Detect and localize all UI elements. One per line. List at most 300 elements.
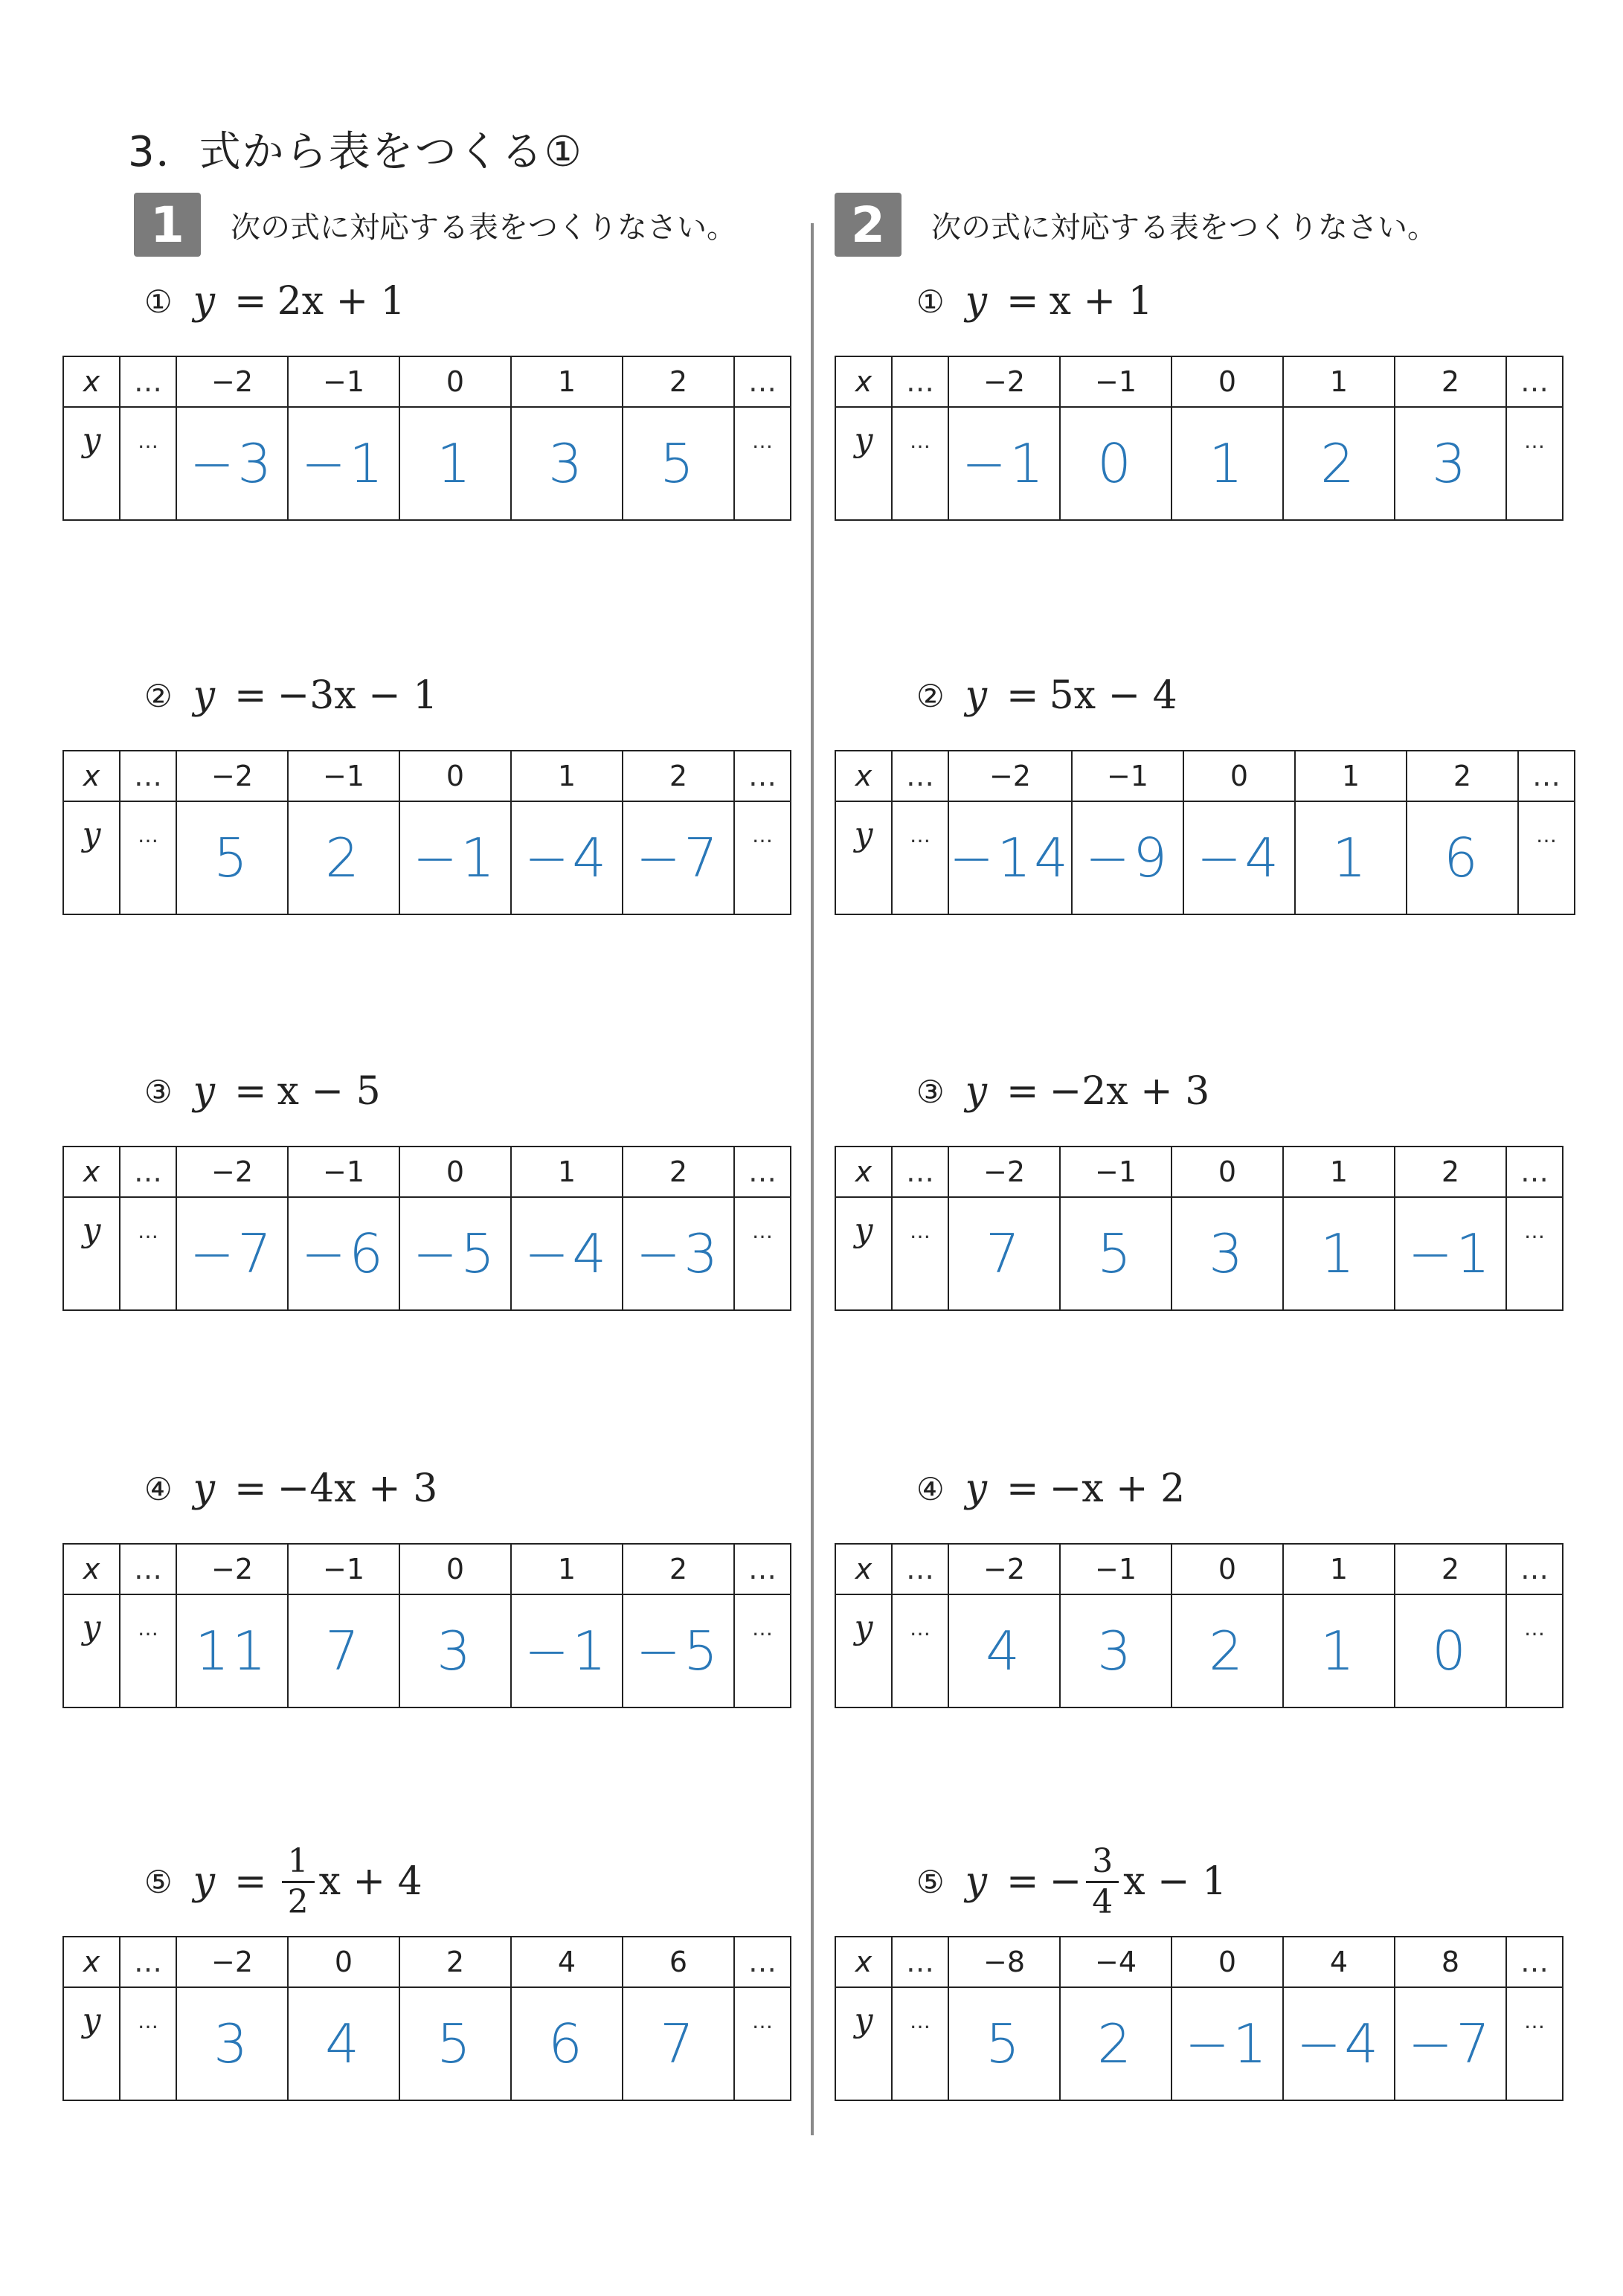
y-answer-cell[interactable] (1407, 801, 1518, 914)
y-answer-cell[interactable] (511, 1594, 623, 1707)
x-value-cell: −2 (948, 1147, 1060, 1197)
fraction-numerator: 1 (282, 1845, 315, 1883)
value-table (835, 1543, 1563, 1708)
x-value-cell: 2 (399, 1937, 511, 1987)
ellipsis-cell: … (892, 801, 948, 914)
handwritten-answer: −6 (301, 1222, 387, 1285)
ellipsis-cell: … (892, 1147, 948, 1197)
ellipsis-cell: … (892, 1937, 948, 1987)
x-value-cell: 2 (623, 751, 734, 801)
y-row (63, 1987, 791, 2100)
ellipsis-cell: … (892, 751, 948, 801)
x-row (63, 1937, 791, 1987)
value-table (62, 1936, 791, 2101)
equation-rhs: −3x − 1 (277, 673, 438, 718)
handwritten-answer: −3 (635, 1222, 721, 1285)
equation-rhs: 2x + 1 (277, 279, 405, 324)
handwritten-answer: −1 (301, 432, 387, 495)
equation-rhs: x − 5 (277, 1069, 381, 1114)
handwritten-answer: −5 (635, 1620, 721, 1682)
x-value-cell: −2 (176, 1937, 288, 1987)
equals-sign: = (1006, 1069, 1039, 1114)
y-answer-cell[interactable] (288, 1987, 399, 2100)
y-answer-cell[interactable] (1395, 1987, 1506, 2100)
worksheet-title: 3．式から表をつくる① (128, 128, 583, 176)
equals-sign: = (234, 1466, 267, 1511)
handwritten-answer: −3 (189, 432, 275, 495)
y-answer-cell[interactable] (288, 801, 399, 914)
equals-sign: = (234, 1859, 267, 1904)
value-table (835, 356, 1563, 521)
ellipsis-cell: … (1506, 1197, 1563, 1310)
fraction (282, 1841, 315, 1921)
y-answer-cell[interactable] (1183, 801, 1295, 914)
ellipsis-cell: … (1506, 1937, 1563, 1987)
fraction-denominator: 2 (287, 1882, 309, 1921)
x-value-cell: 2 (1395, 1544, 1506, 1594)
fraction-numerator: 3 (1086, 1845, 1119, 1883)
handwritten-answer: −4 (524, 827, 610, 889)
x-row (63, 1147, 791, 1197)
handwritten-answer: 6 (548, 2013, 585, 2075)
x-label-cell: x (835, 1147, 892, 1197)
equation-lhs: y (965, 279, 988, 324)
ellipsis-cell: … (734, 407, 791, 520)
x-value-cell: −2 (176, 356, 288, 407)
x-value-cell: −1 (288, 1544, 399, 1594)
x-value-cell: 0 (1172, 1937, 1283, 1987)
handwritten-answer: −1 (412, 827, 498, 889)
handwritten-answer: 3 (213, 2013, 251, 2075)
equation (916, 655, 1177, 737)
handwritten-answer: −7 (635, 827, 721, 889)
ellipsis-cell: … (1506, 356, 1563, 407)
equation-lhs: y (965, 1859, 988, 1904)
fraction (1086, 1841, 1119, 1921)
handwritten-answer: 2 (325, 827, 362, 889)
handwritten-answer: −5 (412, 1222, 498, 1285)
handwritten-answer: 0 (1097, 432, 1134, 495)
y-label-cell: y (63, 801, 120, 914)
equation (144, 1051, 381, 1132)
equation-lhs: y (193, 1859, 216, 1904)
x-value-cell: −4 (1060, 1937, 1172, 1987)
y-answer-cell[interactable] (1060, 1987, 1172, 2100)
handwritten-answer: 7 (660, 2013, 697, 2075)
y-answer-cell[interactable] (623, 1987, 734, 2100)
y-answer-cell[interactable] (399, 1197, 511, 1310)
y-answer-cell[interactable] (176, 1594, 288, 1707)
ellipsis-cell: … (892, 1594, 948, 1707)
handwritten-answer: 5 (660, 432, 697, 495)
equation (916, 260, 1153, 342)
x-value-cell: 0 (1172, 1147, 1283, 1197)
equation-rhs: −4x + 3 (277, 1466, 438, 1511)
x-row (835, 1937, 1563, 1987)
y-answer-cell[interactable] (399, 1594, 511, 1707)
x-value-cell: −1 (288, 1147, 399, 1197)
y-answer-cell[interactable] (1172, 1987, 1283, 2100)
equation (144, 260, 405, 342)
equals-sign: = (234, 1069, 267, 1114)
equation-rhs: − (1049, 1859, 1082, 1904)
x-label-cell: x (835, 356, 892, 407)
equation (916, 1841, 1227, 1923)
y-answer-cell[interactable] (1060, 1594, 1172, 1707)
x-label-cell: x (835, 1937, 892, 1987)
y-answer-cell[interactable] (948, 1987, 1060, 2100)
y-answer-cell[interactable] (288, 1197, 399, 1310)
x-value-cell: 0 (399, 751, 511, 801)
value-table (62, 1543, 791, 1708)
y-row (835, 1987, 1563, 2100)
equation (916, 1448, 1185, 1530)
y-answer-cell[interactable] (623, 801, 734, 914)
ellipsis-cell: … (1506, 1544, 1563, 1594)
handwritten-answer: −7 (189, 1222, 275, 1285)
handwritten-answer: 1 (437, 432, 474, 495)
y-answer-cell[interactable] (1283, 1197, 1395, 1310)
ellipsis-cell: … (734, 1544, 791, 1594)
handwritten-answer: 1 (1320, 1620, 1357, 1682)
handwritten-answer: 4 (986, 1620, 1023, 1682)
ellipsis-cell: … (120, 751, 176, 801)
equals-sign: = (1006, 673, 1039, 718)
equation-lhs: y (965, 1069, 988, 1114)
equation-lhs: y (193, 673, 216, 718)
handwritten-answer: 3 (1209, 1222, 1246, 1285)
y-label-cell: y (63, 1197, 120, 1310)
y-answer-cell[interactable] (288, 1594, 399, 1707)
equation-rhs: 5x − 4 (1049, 673, 1177, 718)
handwritten-answer: 0 (1432, 1620, 1469, 1682)
y-answer-cell[interactable] (948, 1197, 1060, 1310)
y-answer-cell[interactable] (1395, 1594, 1506, 1707)
ellipsis-cell: … (734, 356, 791, 407)
equation-rhs-tail: x + 4 (318, 1859, 422, 1904)
ellipsis-cell: … (120, 1987, 176, 2100)
ellipsis-cell: … (892, 1544, 948, 1594)
y-answer-cell[interactable] (623, 1197, 734, 1310)
instruction-text: 次の式に対応する表をつくりなさい。 (931, 210, 1437, 245)
y-answer-cell[interactable] (1060, 1197, 1172, 1310)
handwritten-answer: −1 (1407, 1222, 1494, 1285)
handwritten-answer: 5 (1097, 1222, 1134, 1285)
x-row (63, 1544, 791, 1594)
y-label-cell: y (835, 407, 892, 520)
handwritten-answer: −4 (524, 1222, 610, 1285)
y-row (835, 801, 1575, 914)
x-value-cell: −1 (288, 356, 399, 407)
equation (916, 1051, 1209, 1132)
value-table (62, 750, 791, 915)
x-value-cell: 1 (511, 356, 623, 407)
x-value-cell: 2 (1395, 356, 1506, 407)
y-answer-cell[interactable] (511, 1987, 623, 2100)
x-value-cell: 4 (511, 1937, 623, 1987)
x-row (835, 1147, 1563, 1197)
y-answer-cell[interactable] (623, 1594, 734, 1707)
ellipsis-cell: … (1506, 1594, 1563, 1707)
y-answer-cell[interactable] (948, 801, 1072, 914)
handwritten-answer: 1 (1209, 432, 1246, 495)
handwritten-answer: 4 (325, 2013, 362, 2075)
x-value-cell: −1 (288, 751, 399, 801)
ellipsis-cell: … (892, 356, 948, 407)
x-value-cell: −2 (176, 751, 288, 801)
equation (144, 655, 437, 737)
ellipsis-cell: … (120, 801, 176, 914)
handwritten-answer: 3 (437, 1620, 474, 1682)
equation-lhs: y (965, 1466, 988, 1511)
y-label-cell: y (63, 407, 120, 520)
y-answer-cell[interactable] (1172, 1197, 1283, 1310)
x-value-cell: −2 (948, 1544, 1060, 1594)
x-value-cell: 0 (1172, 1544, 1283, 1594)
equals-sign: = (1006, 279, 1039, 324)
y-answer-cell[interactable] (176, 1197, 288, 1310)
value-table (835, 1936, 1563, 2101)
x-value-cell: 6 (623, 1937, 734, 1987)
x-value-cell: 1 (1295, 751, 1407, 801)
handwritten-answer: 1 (1332, 827, 1369, 889)
x-value-cell: 1 (1283, 356, 1395, 407)
ellipsis-cell: … (734, 751, 791, 801)
x-label-cell: x (63, 1147, 120, 1197)
ellipsis-cell: … (1518, 801, 1575, 914)
y-answer-cell[interactable] (1283, 1594, 1395, 1707)
x-value-cell: 0 (1183, 751, 1295, 801)
handwritten-answer: 3 (1097, 1620, 1134, 1682)
handwritten-answer: 5 (437, 2013, 474, 2075)
handwritten-answer: 2 (1320, 432, 1357, 495)
y-answer-cell[interactable] (948, 407, 1060, 520)
equation-rhs: −x + 2 (1049, 1466, 1186, 1511)
handwritten-answer: −14 (949, 827, 1071, 889)
handwritten-answer: −1 (1184, 2013, 1270, 2075)
handwritten-answer: 6 (1444, 827, 1481, 889)
x-row (63, 356, 791, 407)
y-label-cell: y (835, 1987, 892, 2100)
ellipsis-cell: … (734, 1987, 791, 2100)
y-answer-cell[interactable] (1172, 1594, 1283, 1707)
ellipsis-cell: … (892, 1987, 948, 2100)
y-answer-cell[interactable] (511, 407, 623, 520)
equation (144, 1448, 437, 1530)
x-label-cell: x (63, 356, 120, 407)
x-value-cell: −8 (948, 1937, 1060, 1987)
x-value-cell: 0 (399, 356, 511, 407)
handwritten-answer: 2 (1097, 2013, 1134, 2075)
y-label-cell: y (835, 1594, 892, 1707)
x-value-cell: 1 (511, 1544, 623, 1594)
fraction-denominator: 4 (1092, 1882, 1113, 1921)
equals-sign: = (1006, 1466, 1039, 1511)
x-label-cell: x (835, 751, 892, 801)
x-label-cell: x (835, 1544, 892, 1594)
ellipsis-cell: … (734, 1147, 791, 1197)
problem-number: ④ (916, 1470, 945, 1507)
x-value-cell: −1 (1072, 751, 1183, 801)
handwritten-answer: 2 (1209, 1620, 1246, 1682)
x-value-cell: −2 (176, 1147, 288, 1197)
x-value-cell: 0 (288, 1937, 399, 1987)
handwritten-answer: 5 (986, 2013, 1023, 2075)
y-label-cell: y (835, 801, 892, 914)
problem-number: ① (916, 283, 945, 320)
x-value-cell: 4 (1283, 1937, 1395, 1987)
x-value-cell: 2 (623, 1544, 734, 1594)
ellipsis-cell: … (1506, 407, 1563, 520)
x-value-cell: 2 (623, 356, 734, 407)
x-value-cell: 1 (1283, 1147, 1395, 1197)
x-value-cell: −1 (1060, 1544, 1172, 1594)
x-value-cell: 1 (511, 1147, 623, 1197)
ellipsis-cell: … (734, 1594, 791, 1707)
y-row (63, 1594, 791, 1707)
ellipsis-cell: … (120, 1937, 176, 1987)
problem-number: ② (144, 677, 173, 714)
column-divider (811, 223, 814, 2135)
ellipsis-cell: … (120, 1544, 176, 1594)
handwritten-answer: −4 (1196, 827, 1282, 889)
x-value-cell: 2 (623, 1147, 734, 1197)
section-number-badge: 2 (835, 193, 902, 257)
problem-number: ⑤ (916, 1863, 945, 1900)
y-label-cell: y (63, 1594, 120, 1707)
ellipsis-cell: … (120, 1147, 176, 1197)
y-answer-cell[interactable] (399, 1987, 511, 2100)
y-answer-cell[interactable] (1072, 801, 1183, 914)
equals-sign: = (234, 279, 267, 324)
x-value-cell: −2 (176, 1544, 288, 1594)
ellipsis-cell: … (1518, 751, 1575, 801)
section-header (134, 195, 736, 254)
section-2 (835, 0, 1578, 2296)
handwritten-answer: −7 (1407, 2013, 1494, 2075)
y-answer-cell[interactable] (1283, 407, 1395, 520)
y-answer-cell[interactable] (176, 1987, 288, 2100)
ellipsis-cell: … (734, 1197, 791, 1310)
y-answer-cell[interactable] (176, 801, 288, 914)
y-answer-cell[interactable] (1395, 1197, 1506, 1310)
x-label-cell: x (63, 1544, 120, 1594)
x-value-cell: 0 (1172, 356, 1283, 407)
handwritten-answer: 5 (213, 827, 251, 889)
y-label-cell: y (63, 1987, 120, 2100)
equation-lhs: y (193, 279, 216, 324)
x-value-cell: 0 (399, 1544, 511, 1594)
y-row (835, 1594, 1563, 1707)
x-value-cell: 8 (1395, 1937, 1506, 1987)
equation-rhs: x + 1 (1049, 279, 1153, 324)
y-row (835, 1197, 1563, 1310)
x-row (835, 1544, 1563, 1594)
section-number-badge: 1 (134, 193, 201, 257)
y-label-cell: y (835, 1197, 892, 1310)
y-answer-cell[interactable] (1395, 407, 1506, 520)
value-table (835, 750, 1575, 915)
x-row (835, 751, 1575, 801)
handwritten-answer: −4 (1296, 2013, 1382, 2075)
y-answer-cell[interactable] (399, 407, 511, 520)
x-row (63, 751, 791, 801)
handwritten-answer: −1 (524, 1620, 610, 1682)
x-value-cell: −1 (1060, 1147, 1172, 1197)
y-answer-cell[interactable] (623, 407, 734, 520)
handwritten-answer: −1 (961, 432, 1047, 495)
ellipsis-cell: … (734, 1937, 791, 1987)
value-table (62, 1146, 791, 1311)
ellipsis-cell: … (1506, 1987, 1563, 2100)
equation-lhs: y (965, 673, 988, 718)
problem-number: ③ (144, 1073, 173, 1110)
y-answer-cell[interactable] (176, 407, 288, 520)
equation-rhs: −2x + 3 (1049, 1069, 1210, 1114)
ellipsis-cell: … (120, 356, 176, 407)
y-answer-cell[interactable] (288, 407, 399, 520)
equation-lhs: y (193, 1466, 216, 1511)
problem-number: ④ (144, 1470, 173, 1507)
ellipsis-cell: … (734, 801, 791, 914)
y-answer-cell[interactable] (399, 801, 511, 914)
y-answer-cell[interactable] (948, 1594, 1060, 1707)
problem-number: ⑤ (144, 1863, 173, 1900)
x-value-cell: 1 (511, 751, 623, 801)
y-answer-cell[interactable] (511, 801, 623, 914)
y-answer-cell[interactable] (1283, 1987, 1395, 2100)
x-value-cell: −2 (948, 751, 1072, 801)
y-answer-cell[interactable] (1295, 801, 1407, 914)
x-value-cell: 2 (1407, 751, 1518, 801)
ellipsis-cell: … (1506, 1147, 1563, 1197)
problem-number: ① (144, 283, 173, 320)
x-value-cell: −2 (948, 356, 1060, 407)
y-answer-cell[interactable] (1172, 407, 1283, 520)
handwritten-answer: 11 (195, 1620, 269, 1682)
equation-lhs: y (193, 1069, 216, 1114)
x-label-cell: x (63, 1937, 120, 1987)
x-value-cell: 2 (1395, 1147, 1506, 1197)
y-answer-cell[interactable] (511, 1197, 623, 1310)
handwritten-answer: −9 (1084, 827, 1171, 889)
y-row (63, 407, 791, 520)
ellipsis-cell: … (892, 1197, 948, 1310)
handwritten-answer: 1 (1320, 1222, 1357, 1285)
problem-number: ③ (916, 1073, 945, 1110)
handwritten-answer: 3 (1432, 432, 1469, 495)
equals-sign: = (1006, 1859, 1039, 1904)
x-value-cell: 0 (399, 1147, 511, 1197)
value-table (835, 1146, 1563, 1311)
instruction-text: 次の式に対応する表をつくりなさい。 (231, 210, 736, 245)
x-label-cell: x (63, 751, 120, 801)
handwritten-answer: 7 (986, 1222, 1023, 1285)
section-header (835, 195, 1437, 254)
ellipsis-cell: … (120, 1197, 176, 1310)
x-value-cell: −1 (1060, 356, 1172, 407)
equation-rhs-tail: x − 1 (1123, 1859, 1227, 1904)
equals-sign: = (234, 673, 267, 718)
x-row (835, 356, 1563, 407)
y-row (835, 407, 1563, 520)
section-1 (62, 0, 806, 2296)
value-table (62, 356, 791, 521)
ellipsis-cell: … (120, 1594, 176, 1707)
y-answer-cell[interactable] (1060, 407, 1172, 520)
x-value-cell: 1 (1283, 1544, 1395, 1594)
problem-number: ② (916, 677, 945, 714)
